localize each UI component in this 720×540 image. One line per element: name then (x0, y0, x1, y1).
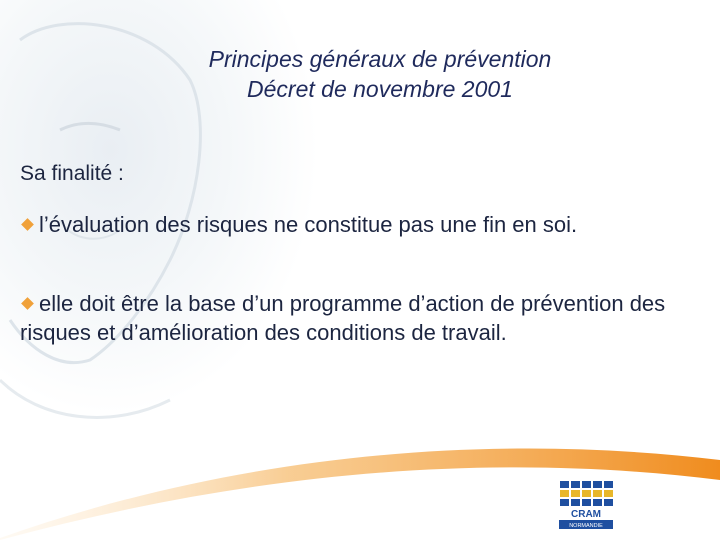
bullet-text: l’évaluation des risques ne constitue pas une fin en soi. (39, 212, 578, 237)
cram-logo (557, 478, 615, 530)
logo-name: CRAM (571, 509, 601, 520)
title-line-2: Décret de novembre 2001 (247, 76, 513, 102)
section-label: Sa finalité : (20, 162, 124, 185)
bullet-item (20, 289, 670, 347)
bullet-text: elle doit être la base d’un programme d’action de prévention des risques et d’amélioration des conditions de travail. (20, 291, 666, 345)
title-line-1: Principes généraux de prévention (208, 46, 552, 72)
logo-subtitle: NORMANDIE (569, 523, 603, 529)
diamond-bullet-icon (21, 218, 34, 231)
diamond-bullet-icon (21, 297, 34, 310)
bullet-item (20, 210, 670, 239)
slide-title (100, 44, 660, 104)
